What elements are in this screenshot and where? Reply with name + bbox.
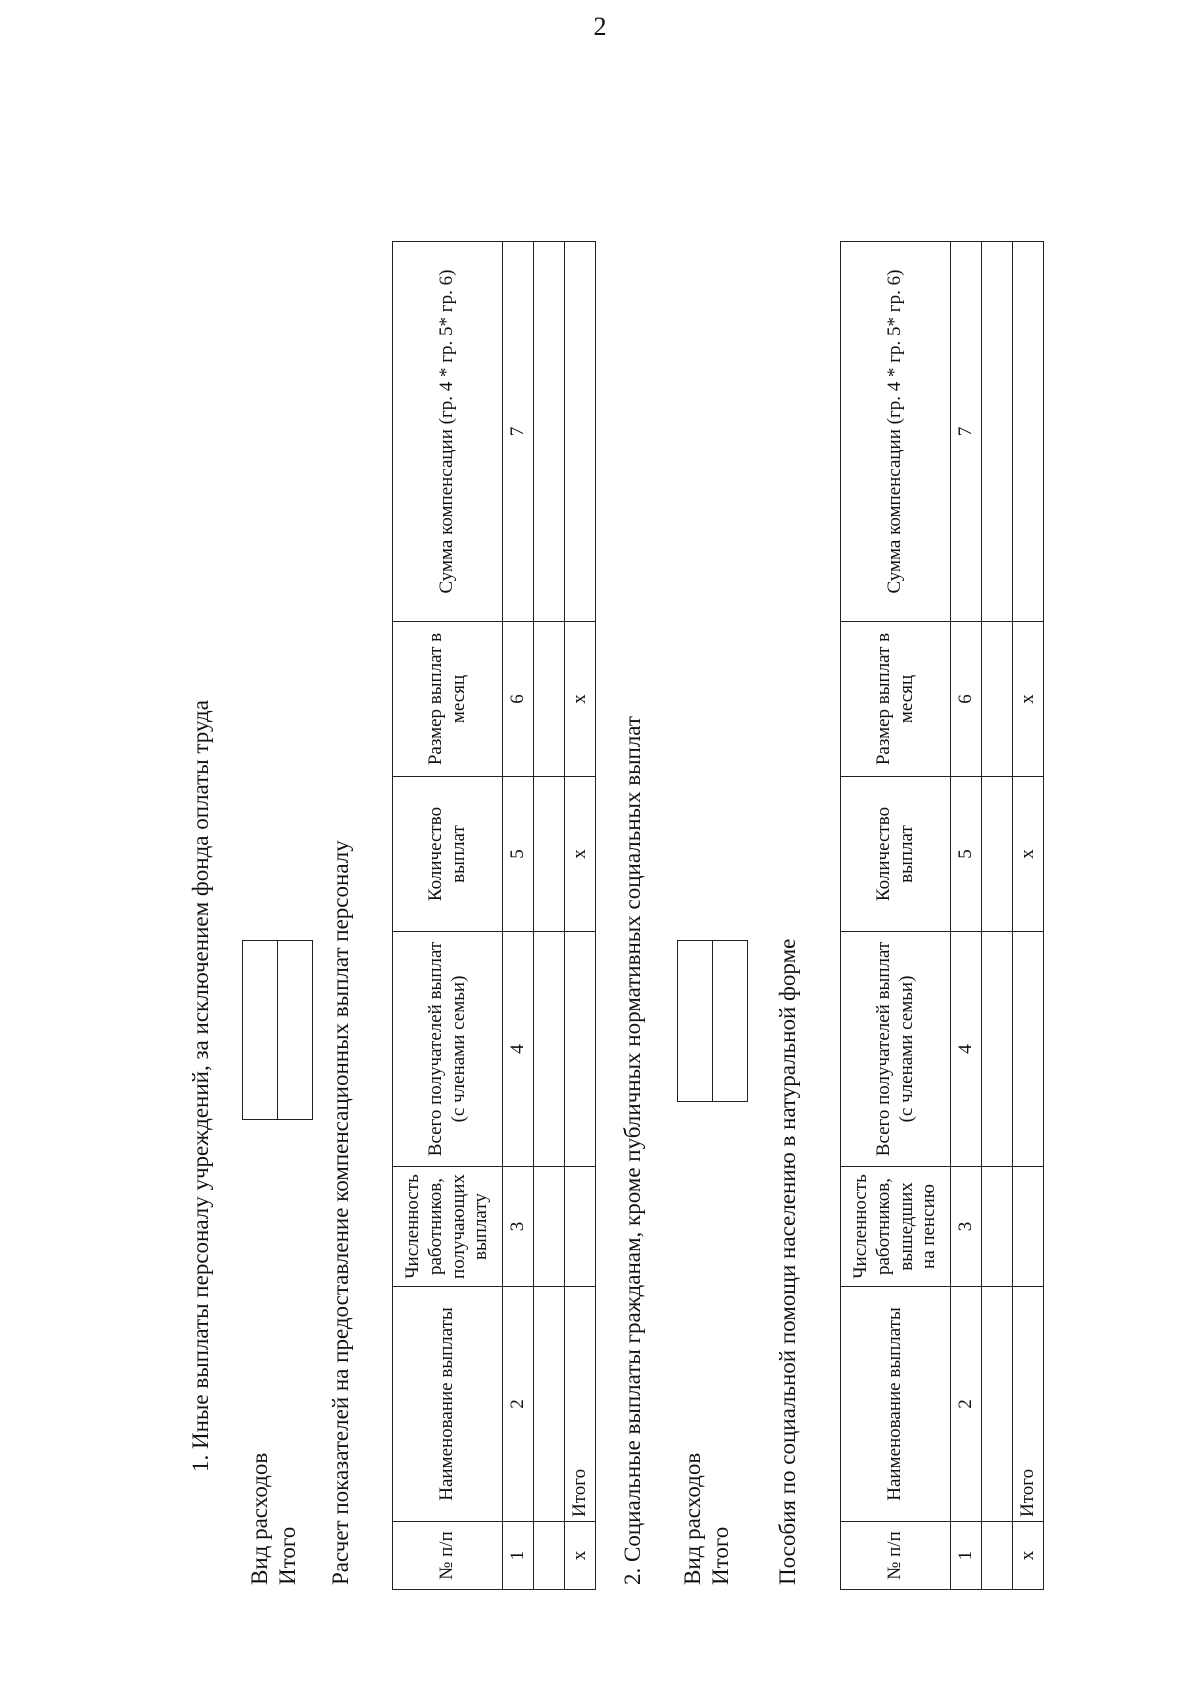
- header-cell: Количество выплат: [841, 777, 951, 932]
- table-cell: [982, 1167, 1013, 1287]
- header-cell: Размер выплат в месяц: [393, 622, 503, 777]
- header-cell: Численность работников, вышедших на пенсию: [841, 1167, 951, 1287]
- total-cell: х: [1013, 1522, 1044, 1590]
- total-cell: [565, 932, 596, 1167]
- column-number: 6: [503, 622, 534, 777]
- header-cell: Численность работников, получающих выплату: [393, 1167, 503, 1287]
- column-number: 3: [951, 1167, 982, 1287]
- table-cell: [534, 777, 565, 932]
- header-cell: Наименование выплаты: [841, 1287, 951, 1522]
- section-2-value-box: [677, 940, 748, 1102]
- table-cell: [534, 622, 565, 777]
- total-cell: [1013, 932, 1044, 1167]
- table-cell: [534, 242, 565, 622]
- page-number: 2: [593, 12, 607, 41]
- column-number: 2: [951, 1287, 982, 1522]
- table-cell: [534, 932, 565, 1167]
- table-cell: [982, 777, 1013, 932]
- header-cell: Всего получателей выплат (с членами семьи): [841, 932, 951, 1167]
- column-number: 4: [951, 932, 982, 1167]
- header-cell: Количество выплат: [393, 777, 503, 932]
- total-label: Итого: [1013, 1287, 1044, 1522]
- column-number: 7: [503, 242, 534, 622]
- header-cell: Сумма компенсации (гр. 4 * гр. 5* гр. 6): [393, 242, 503, 622]
- section-1-label-type: Вид расходов: [247, 1452, 272, 1585]
- table-cell: [534, 1287, 565, 1522]
- table-cell: [982, 242, 1013, 622]
- column-number: 6: [951, 622, 982, 777]
- column-number: 5: [951, 777, 982, 932]
- total-cell: [1013, 1167, 1044, 1287]
- section-1-title: 1. Иные выплаты персоналу учреждений, за исключением фонда оплаты труда: [188, 700, 213, 1472]
- column-number: 5: [503, 777, 534, 932]
- total-label: Итого: [565, 1287, 596, 1522]
- column-number: 7: [951, 242, 982, 622]
- section-2-label-total: Итого: [708, 1526, 733, 1585]
- column-number: 3: [503, 1167, 534, 1287]
- section-2-label-type: Вид расходов: [680, 1452, 705, 1585]
- total-cell: х: [565, 1522, 596, 1590]
- section-2-subtitle: Пособия по социальной помощи населению в натуральной форме: [775, 938, 800, 1585]
- header-cell: № п/п: [841, 1522, 951, 1590]
- column-number: 2: [503, 1287, 534, 1522]
- table-cell: [534, 1522, 565, 1590]
- total-cell: х: [565, 777, 596, 932]
- header-cell: Сумма компенсации (гр. 4 * гр. 5* гр. 6): [841, 242, 951, 622]
- table-cell: [982, 932, 1013, 1167]
- section-1-value-box: [242, 940, 313, 1120]
- rotated-content: [180, 30, 1180, 1590]
- section-1-label-total: Итого: [275, 1526, 300, 1585]
- section-2-title: 2. Социальные выплаты гражданам, кроме публичных нормативных социальных выплат: [620, 716, 645, 1585]
- column-number: 4: [503, 932, 534, 1167]
- total-cell: [565, 242, 596, 622]
- section-1-table: [392, 241, 596, 1590]
- total-cell: х: [1013, 777, 1044, 932]
- total-cell: [565, 1167, 596, 1287]
- total-cell: х: [1013, 622, 1044, 777]
- section-1-subtitle: Расчет показателей на предоставление компенсационных выплат персоналу: [328, 840, 353, 1585]
- total-cell: х: [565, 622, 596, 777]
- section-2-table: [840, 241, 1044, 1590]
- table-cell: [982, 1287, 1013, 1522]
- header-cell: Всего получателей выплат (с членами семьи): [393, 932, 503, 1167]
- table-cell: [534, 1167, 565, 1287]
- table-cell: [982, 622, 1013, 777]
- header-cell: № п/п: [393, 1522, 503, 1590]
- header-cell: Наименование выплаты: [393, 1287, 503, 1522]
- column-number: 1: [951, 1522, 982, 1590]
- total-cell: [1013, 242, 1044, 622]
- table-cell: [982, 1522, 1013, 1590]
- header-cell: Размер выплат в месяц: [841, 622, 951, 777]
- column-number: 1: [503, 1522, 534, 1590]
